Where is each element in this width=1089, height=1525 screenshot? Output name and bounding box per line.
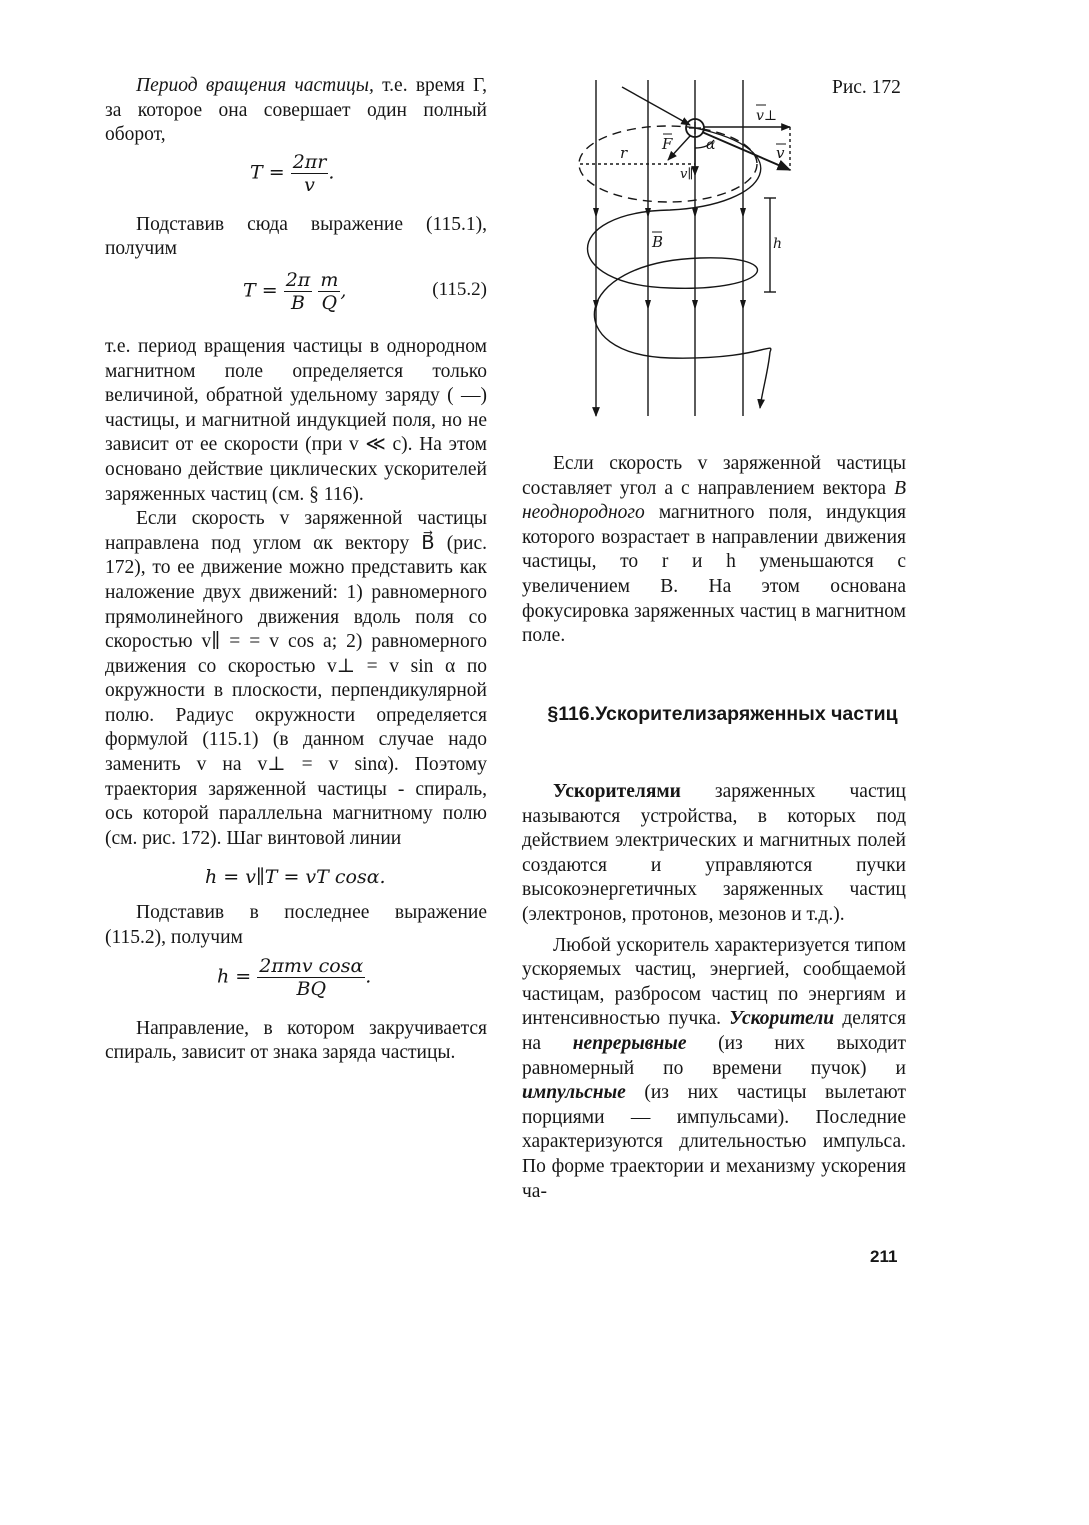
page-number: 211 [870, 1247, 898, 1266]
label-v-par: v∥ [680, 167, 694, 182]
fraction-num: 2πmv cosα [259, 954, 364, 977]
label-b: B [652, 233, 664, 251]
paragraph-inhomogeneous [522, 452, 906, 649]
paragraph-accelerators-def [522, 780, 906, 928]
fraction-den: B [290, 291, 305, 314]
term-accelerators: Ускорителями [553, 781, 681, 802]
term-accelerators-2: Ускорители [729, 1008, 835, 1030]
figure-helix-diagram [0, 0, 1089, 430]
fraction-num: m [320, 268, 339, 291]
term-period: Период вращения частицы, [136, 75, 374, 96]
fraction-den: v [304, 173, 315, 196]
text-span: (из них выходит равномерный по времени пучок) и [522, 1032, 907, 1079]
fraction-num: 2π [285, 268, 311, 291]
field-lines [593, 80, 746, 416]
equation-number: (115.2) [432, 278, 487, 300]
formula-lhs: T = [243, 279, 278, 302]
paragraph-substitute: Подставив сюда выражение (115.1), получим [105, 213, 487, 260]
paragraph-period-text: т.е. время Г, за которое она совершает один полный оборот, [105, 75, 487, 146]
text-span: (из них частицы вылетают порциями — импульсами). Последние характеризуются длительностью импульса. По форме траектории и механизму ускорения ча- [522, 1082, 906, 1202]
paragraph-helix: Если скорость v заряженной частицы направлена под углом αк вектору B⃗ (рис. 172), то ее движение можно представить как наложение двух движений: 1) равномерного прямолинейного движения вдоль поля со скоростью v∥ = = v cos a; 2) равномерного движения со скоростью v⊥ = v sin α по окружности в плоскости, перпендикулярной полю. Радиус окружности определяется формулой (115.1) (в данном случае надо заменить v на v⊥ = v sinα). Поэтому траектория заряженной частицы - спираль, ось которой параллельна магнитному полю (см. рис. 172). Шаг винтовой линии [105, 508, 487, 849]
formula-lhs: T = [250, 161, 285, 184]
section-heading: §116.Ускорителизаряженных частиц [547, 703, 898, 725]
figure-caption: Рис. 172 [832, 77, 901, 98]
label-v: v [776, 144, 785, 162]
formula-tail: . [365, 965, 372, 988]
formula-lhs: h = [217, 965, 252, 988]
term-inhomogeneous: B неоднородного [522, 477, 906, 524]
label-r: r [620, 144, 628, 162]
fraction-den: BQ [296, 977, 327, 1000]
paragraph-period-meaning: т.е. период вращения частицы в однородном магнитном поле определяется только величиной, обратной удельному заряду ( —) частицы, и магнитной индукцией поля, но не зависит от ее скорости (при v ≪ c). На этом основано действие циклических ускорителей заряженных частиц (см. § 116). [105, 335, 487, 505]
formula-tail: , [340, 279, 347, 302]
right-column-lower [522, 780, 906, 1204]
term-pulsed: импульсные [522, 1082, 626, 1104]
label-f: F [662, 135, 673, 153]
formula-tail: . [328, 161, 335, 184]
text-span: делятся на [522, 1008, 906, 1054]
label-v-perp: v⊥ [756, 108, 778, 124]
text-span: Если скорость v заряженной частицы составляет угол а с направлением вектора [522, 453, 906, 499]
label-alpha: α [706, 137, 716, 153]
label-h: h [773, 236, 783, 252]
formula-pitch: h = v∥T = vT cosα. [205, 866, 386, 889]
formula-pitch-full [105, 951, 487, 1017]
text-span: заряженных частиц называются устройства, в которых под действием электрических и магнитных полей создаются и управляются пучки высокоэнергетичных заряженных частиц (электронов, протонов, мезонов и т.д.). [522, 781, 906, 925]
fraction-den: Q [321, 291, 338, 314]
paragraph-direction: Направление, в котором закручивается спираль, зависит от знака заряда частицы. [105, 1017, 487, 1064]
text-span: магнитного поля, индукция которого возрастает в направлении движения частицы, то r и h уменьшаются с увеличением B. На этом основана фокусировка заряженных частиц в магнитном поле. [522, 502, 906, 647]
term-continuous: непрерывные [572, 1032, 687, 1054]
text-span: Любой ускоритель характеризуется типом ускоряемых частиц, энергией, сообщаемой частицам, разбросом частиц по энергиям и интенсивностью пучка. [522, 934, 906, 1030]
fraction [257, 955, 365, 1000]
paragraph-accelerators-types [522, 934, 906, 1205]
fraction-num: 2πr [292, 150, 327, 173]
paragraph-substitute-2: Подставив в последнее выражение (115.2), получим [105, 902, 487, 949]
right-column [522, 452, 906, 649]
